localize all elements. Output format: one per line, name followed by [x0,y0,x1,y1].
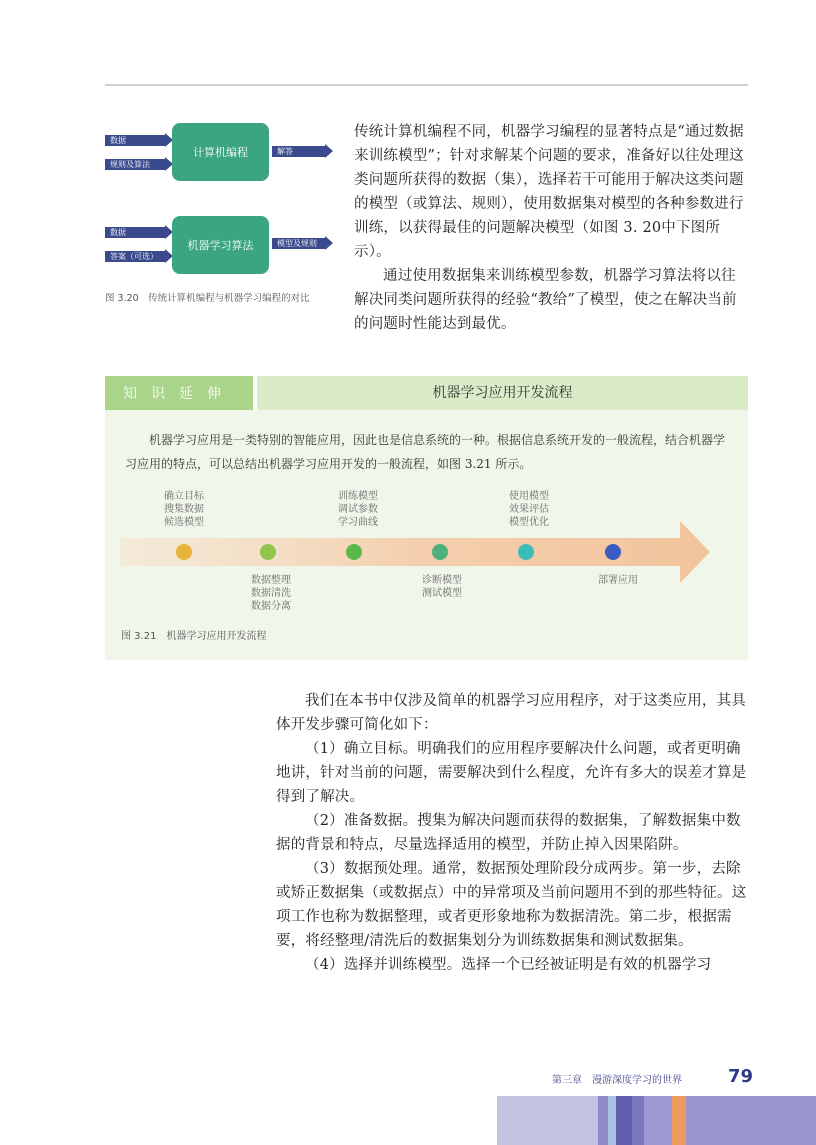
stage-dot-4 [432,544,448,560]
footer-color-bar [672,1096,686,1145]
footer-chapter: 第三章 漫游深度学习的世界 [552,1075,682,1086]
footer-color-bar [686,1096,816,1145]
stage-dot-3 [346,544,362,560]
stage-label-6: 部署应用 [598,575,638,586]
stage-label-4: 诊断模型 测试模型 [422,575,462,599]
figure-3-21-caption: 图 3.21 机器学习应用开发流程 [121,631,267,642]
stage-label-2: 数据整理 数据清洗 数据分离 [251,575,291,612]
figure-3-20-caption: 图 3.20 传统计算机编程与机器学习编程的对比 [105,293,310,304]
intro-paragraph-1: 传统计算机编程不同，机器学习编程的显著特点是“通过数据来训练模型”；针对求解某个问题的要求，准备好以往处理这类问题所获得的数据（集），选择若干可能用于解决这类问题的模型（或算法、规则），使用数据集对模型的各种参数进行训练，以获得最佳的问题解决模型（如图 3. 20中下图所示）。 [354,124,744,260]
label-answer-optional: 答案（可选） [105,251,165,262]
stage-label-3: 训练模型 调试参数 学习曲线 [338,491,378,528]
figure-3-20 [105,120,345,280]
figure-3-21-flow [120,486,720,626]
footer-color-bar [644,1096,672,1145]
body-paragraph-step3: （3）数据预处理。通常，数据预处理阶段分成两步。第一步，去除或矫正数据集（或数据点）中的异常项及当前问题用不到的那些特征。这项工作也称为数据整理，或者更形象地称为数据清洗。第二步，根据需要，将经整理/清洗后的数据集划分为训练数据集和测试数据集。 [276,861,747,949]
page-number: 79 [728,1066,754,1087]
body-paragraph-step4: （4）选择并训练模型。选择一个已经被证明是有效的机器学习 [305,957,712,973]
label-model-rules: 模型及规则 [272,238,325,249]
stage-dot-6 [605,544,621,560]
knowledge-box-paragraph: 机器学习应用是一类特别的智能应用，因此也是信息系统的一种。根据信息系统开发的一般流程，结合机器学习应用的特点，可以总结出机器学习应用开发的一般流程，如图 3.21 所示。 [125,433,726,471]
top-rule [105,84,748,86]
label-data-top: 数据 [105,135,165,146]
body-paragraph-step2: （2）准备数据。搜集为解决问题而获得的数据集，了解数据集中数据的背景和特点，尽量选择适用的模型，并防止掉入因果陷阱。 [276,813,741,853]
intro-text [354,120,749,336]
knowledge-box-text [125,428,730,476]
footer-color-bar [608,1096,616,1145]
stage-dot-5 [518,544,534,560]
footer-color-bar [632,1096,644,1145]
footer-color-bar [616,1096,632,1145]
intro-paragraph-2: 通过使用数据集来训练模型参数，机器学习算法将以往解决同类问题所获得的经验“教给”了模型，使之在解决当前的问题时性能达到最优。 [354,268,737,332]
knowledge-box-title: 机器学习应用开发流程 [432,385,573,401]
knowledge-extension-box [105,376,748,660]
label-answer: 解答 [272,146,325,157]
box-computer-programming: 计算机编程 [172,123,269,181]
stage-label-1: 确立目标 搜集数据 候选模型 [164,491,204,528]
footer-color-bar [598,1096,608,1145]
stage-label-5: 使用模型 效果评估 模型优化 [509,491,549,528]
stage-dot-1 [176,544,192,560]
body-paragraph-step1: （1）确立目标。明确我们的应用程序要解决什么问题，或者更明确地讲，针对当前的问题，需要解决到什么程度，允许有多大的误差才算是得到了解决。 [276,741,747,805]
footer-color-bar [497,1096,598,1145]
box-ml-algorithm: 机器学习算法 [172,216,269,274]
label-rules: 规则及算法 [105,159,165,170]
label-data-bottom: 数据 [105,227,165,238]
body-text [276,689,749,977]
flow-arrow-graphic [120,486,720,626]
body-paragraph-intro: 我们在本书中仅涉及简单的机器学习应用程序，对于这类应用，其具体开发步骤可简化如下： [276,693,746,733]
stage-dot-2 [260,544,276,560]
knowledge-tab: 知识延伸 [105,376,253,410]
